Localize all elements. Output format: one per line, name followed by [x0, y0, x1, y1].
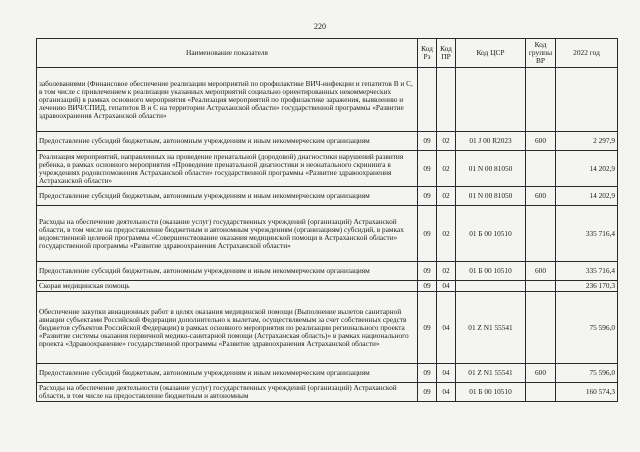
cell-pr: 02 [437, 262, 456, 281]
cell-rz: 09 [418, 292, 437, 364]
table-row [37, 292, 618, 364]
cell-vr: 600 [526, 364, 556, 383]
cell-rz: 09 [418, 364, 437, 383]
cell-pr: 02 [437, 151, 456, 187]
cell-amount: 75 596,0 [556, 292, 618, 364]
cell-name: Предоставление субсидий бюджетным, автономным учреждениям и иным некоммерческим организациям [37, 132, 418, 151]
cell-pr: 02 [437, 187, 456, 206]
cell-vr [526, 151, 556, 187]
table-row [37, 281, 618, 292]
cell-pr: 04 [437, 364, 456, 383]
cell-vr [526, 292, 556, 364]
cell-rz: 09 [418, 383, 437, 402]
cell-csr: 01 N 00 81050 [456, 151, 526, 187]
cell-amount: 335 716,4 [556, 262, 618, 281]
header-pr: Код ПР [437, 39, 456, 68]
cell-rz: 09 [418, 262, 437, 281]
cell-rz: 09 [418, 151, 437, 187]
cell-rz: 09 [418, 187, 437, 206]
cell-csr: 01 Б 00 10510 [456, 206, 526, 262]
cell-amount: 160 574,3 [556, 383, 618, 402]
cell-vr [526, 68, 556, 132]
cell-csr: 01 N 00 81050 [456, 187, 526, 206]
table-row [37, 262, 618, 281]
page-number: 220 [314, 22, 326, 31]
budget-table [36, 38, 618, 402]
cell-name: Предоставление субсидий бюджетным, автономным учреждениям и иным некоммерческим организациям [37, 364, 418, 383]
cell-pr: 02 [437, 206, 456, 262]
cell-pr: 02 [437, 132, 456, 151]
header-name: Наименование показателя [37, 39, 418, 68]
table-row [37, 383, 618, 402]
cell-name: Расходы на обеспечение деятельности (оказание услуг) государственных учреждений (организаций) Астраханской области, в том числе на предоставление бюджетным и автономным [37, 383, 418, 402]
cell-pr: 04 [437, 281, 456, 292]
cell-amount: 236 170,3 [556, 281, 618, 292]
cell-vr [526, 383, 556, 402]
table-body [37, 68, 618, 402]
cell-csr [456, 281, 526, 292]
cell-csr: 01 Z N1 55541 [456, 292, 526, 364]
cell-name: Скорая медицинская помощь [37, 281, 418, 292]
cell-pr: 04 [437, 383, 456, 402]
cell-amount: 14 202,9 [556, 187, 618, 206]
table-row [37, 364, 618, 383]
cell-rz: 09 [418, 206, 437, 262]
table-row [37, 151, 618, 187]
header-year: 2022 год [556, 39, 618, 68]
cell-amount: 14 202,9 [556, 151, 618, 187]
table-header-row [37, 39, 618, 68]
header-vr: Код группы ВР [526, 39, 556, 68]
header-rz: Код Рз [418, 39, 437, 68]
cell-name: Реализация мероприятий, направленных на проведение пренатальной (дородовой) диагностики нарушений развития ребенка, в рамках основного мероприятия «Проведение пренатальной диагностики и неонатального скрининга в учреждениях родовспоможения Астраханской области» государственной программы «Развитие здравоохранения Астраханской области» [37, 151, 418, 187]
cell-vr [526, 281, 556, 292]
cell-amount [556, 68, 618, 132]
cell-name: заболеваниями (Финансовое обеспечение реализации мероприятий по профилактике ВИЧ-инфекции и гепатитов В и С, в том числе с привлечением к реализации указанных мероприятий социально ориентированных некоммерческих организаций) в рамках основного мероприятия «Реализация мероприятий по профилактике заражения, выявлению и лечению ВИЧ/СПИД, гепатитов В и С на территории Астраханской области» государственной программы «Развитие здравоохранения Астраханской области» [37, 68, 418, 132]
cell-vr: 600 [526, 132, 556, 151]
cell-name: Обеспечение закупки авиационных работ в целях оказания медицинской помощи (Выполнение вылетов санитарной авиации субъектами Российской Федерации дополнительно к вылетам, осуществляемым за счет собственных средств бюджетов субъектов Российской Федерации) в рамках основного мероприятия по реализации регионального проекта «Развитие системы оказания первичной медико-санитарной помощи (Астраханская область)» в рамках национального проекта «Здравоохранение» государственной программы «Развитие здравоохранения Астраханской области» [37, 292, 418, 364]
cell-pr: 04 [437, 292, 456, 364]
cell-rz: 09 [418, 132, 437, 151]
cell-name: Предоставление субсидий бюджетным, автономным учреждениям и иным некоммерческим организациям [37, 262, 418, 281]
table-row [37, 68, 618, 132]
cell-vr: 600 [526, 187, 556, 206]
cell-csr: 01 J 00 R2023 [456, 132, 526, 151]
header-csr: Код ЦСР [456, 39, 526, 68]
cell-name: Расходы на обеспечение деятельности (оказание услуг) государственных учреждений (организаций) Астраханской области, в том числе на предоставление бюджетным и автономным учреждениям (организациям) субсидий, в рамках ведомственной целевой программы «Совершенствование оказания медицинской помощи в Астраханской области» государственной программы «Развитие здравоохранения Астраханской области» [37, 206, 418, 262]
cell-vr: 600 [526, 262, 556, 281]
cell-amount: 2 297,9 [556, 132, 618, 151]
cell-name: Предоставление субсидий бюджетным, автономным учреждениям и иным некоммерческим организациям [37, 187, 418, 206]
cell-amount: 75 596,0 [556, 364, 618, 383]
table-row [37, 132, 618, 151]
cell-amount: 335 716,4 [556, 206, 618, 262]
table-row [37, 206, 618, 262]
cell-csr: 01 Б 00 10510 [456, 383, 526, 402]
cell-rz: 09 [418, 281, 437, 292]
cell-vr [526, 206, 556, 262]
cell-csr: 01 Z N1 55541 [456, 364, 526, 383]
table-row [37, 187, 618, 206]
cell-csr [456, 68, 526, 132]
cell-csr: 01 Б 00 10510 [456, 262, 526, 281]
cell-pr [437, 68, 456, 132]
cell-rz [418, 68, 437, 132]
